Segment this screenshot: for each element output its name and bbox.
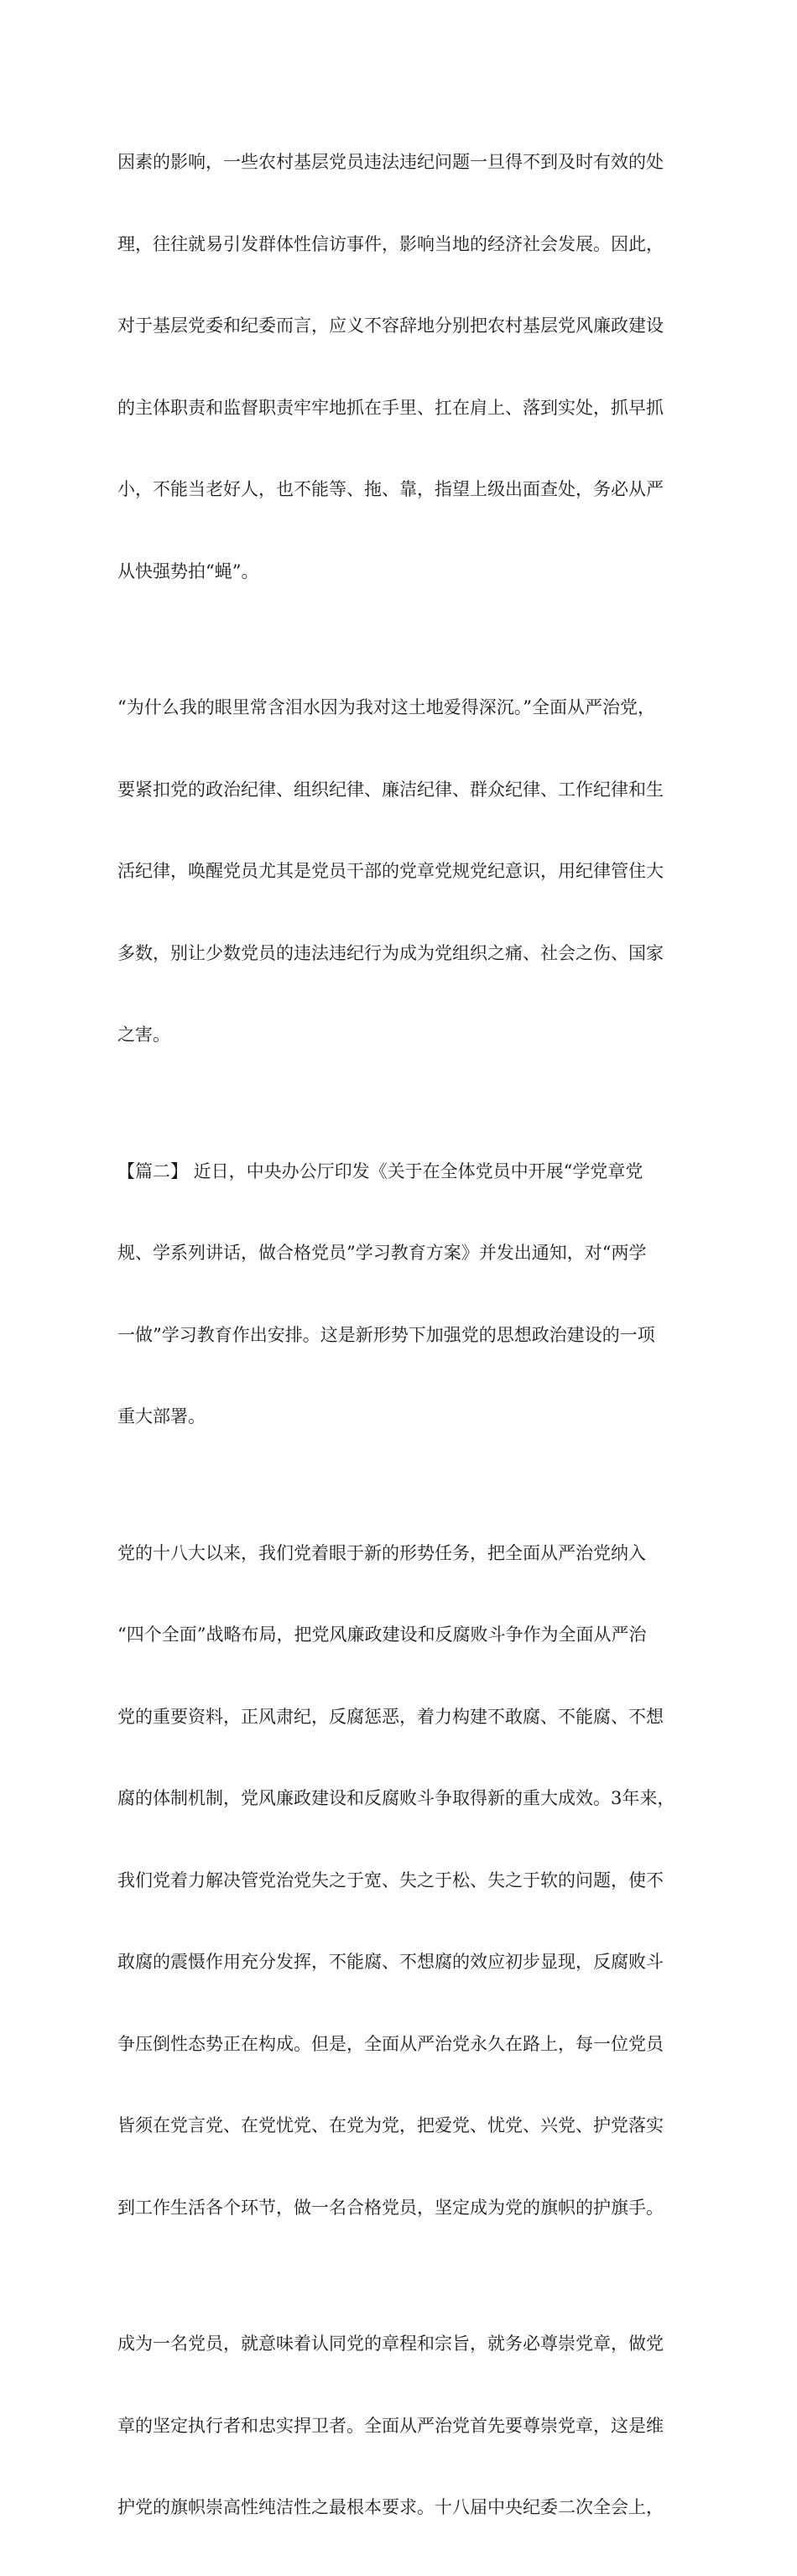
text-line: 我们党着力解决管党治党失之于宽、失之于松、失之于软的问题，使不 <box>117 1869 664 1890</box>
paragraph-2 <box>117 639 696 1103</box>
text-line: 理，往往就易引发群体性信访事件，影响当地的经济社会发展。因此， <box>117 233 664 254</box>
text-line: 因素的影响，一些农村基层党员违法违纪问题一旦得不到及时有效的处 <box>117 152 664 172</box>
text-line: “为什么我的眼里常含泪水因为我对这土地爱得深沉。”全面从严治党， <box>117 697 655 717</box>
text-line: 活纪律，唤醒党员尤其是党员干部的党章党规党纪意识，用纪律管住大 <box>117 861 664 881</box>
text-line: 之害。 <box>117 1025 170 1045</box>
text-line: 的主体职责和监督职责牢牢地抓在手里、扛在肩上、落到实处，抓早抓 <box>117 397 664 418</box>
text-line: 党的十八大以来，我们党着眼于新的形势任务，把全面从严治党纳入 <box>117 1542 646 1563</box>
text-line: 争压倒性态势正在构成。但是，全面从严治党永久在路上，每一位党员 <box>117 2033 664 2054</box>
text-line: 要紧扣党的政治纪律、组织纪律、廉洁纪律、群众纪律、工作纪律和生 <box>117 779 664 800</box>
text-line: 【篇二】 近日，中央办公厅印发《关于在全体党员中开展“学党章党 <box>117 1160 643 1181</box>
text-line: 皆须在党言党、在党忧党、在党为党，把爱党、忧党、兴党、护党落实 <box>117 2115 664 2135</box>
text-line: 规、学系列讲话，做合格党员”学习教育方案》并发出通知，对“两学 <box>117 1243 647 1263</box>
text-line: 敢腐的震慑作用充分发挥，不能腐、不想腐的效应初步显现，反腐败斗 <box>117 1952 664 1972</box>
text-line: 小，不能当老好人，也不能等、拖、靠，指望上级出面查处，务必从严 <box>117 479 664 499</box>
paragraph-5 <box>117 2276 696 2576</box>
text-line: 多数，别让少数党员的违法违纪行为成为党组织之痛、社会之伤、国家 <box>117 942 664 963</box>
text-line: 章的坚定执行者和忠实捍卫者。全面从严治党首先要尊崇党章，这是维 <box>117 2415 664 2436</box>
text-line: 护党的旗帜崇高性纯洁性之最根本要求。十八届中央纪委二次全会上， <box>117 2497 664 2517</box>
paragraph-3 <box>117 1103 696 1485</box>
text-line: 成为一名党员，就意味着认同党的章程和宗旨，就务必尊崇党章，做党 <box>117 2334 664 2354</box>
text-line: 腐的体制机制，党风廉政建设和反腐败斗争取得新的重大成效。3年来， <box>117 1788 675 1808</box>
text-line: 重大部署。 <box>117 1406 206 1426</box>
text-line: 对于基层党委和纪委而言，应义不容辞地分别把农村基层党风廉政建设 <box>117 315 664 336</box>
text-line: 一做”学习教育作出安排。这是新形势下加强党的思想政治建设的一项 <box>117 1324 655 1345</box>
text-line: 从快强势拍“蝇”。 <box>117 561 259 581</box>
text-line: 到工作生活各个环节，做一名合格党员，坚定成为党的旗帜的护旗手。 <box>117 2197 664 2218</box>
document-body <box>117 94 696 2576</box>
paragraph-4 <box>117 1485 696 2276</box>
paragraph-1 <box>117 94 696 639</box>
text-line: “四个全面”战略布局，把党风廉政建设和反腐败斗争作为全面从严治 <box>117 1624 647 1645</box>
text-line: 党的重要资料，正风肃纪，反腐惩恶，着力构建不敢腐、不能腐、不想 <box>117 1706 664 1727</box>
